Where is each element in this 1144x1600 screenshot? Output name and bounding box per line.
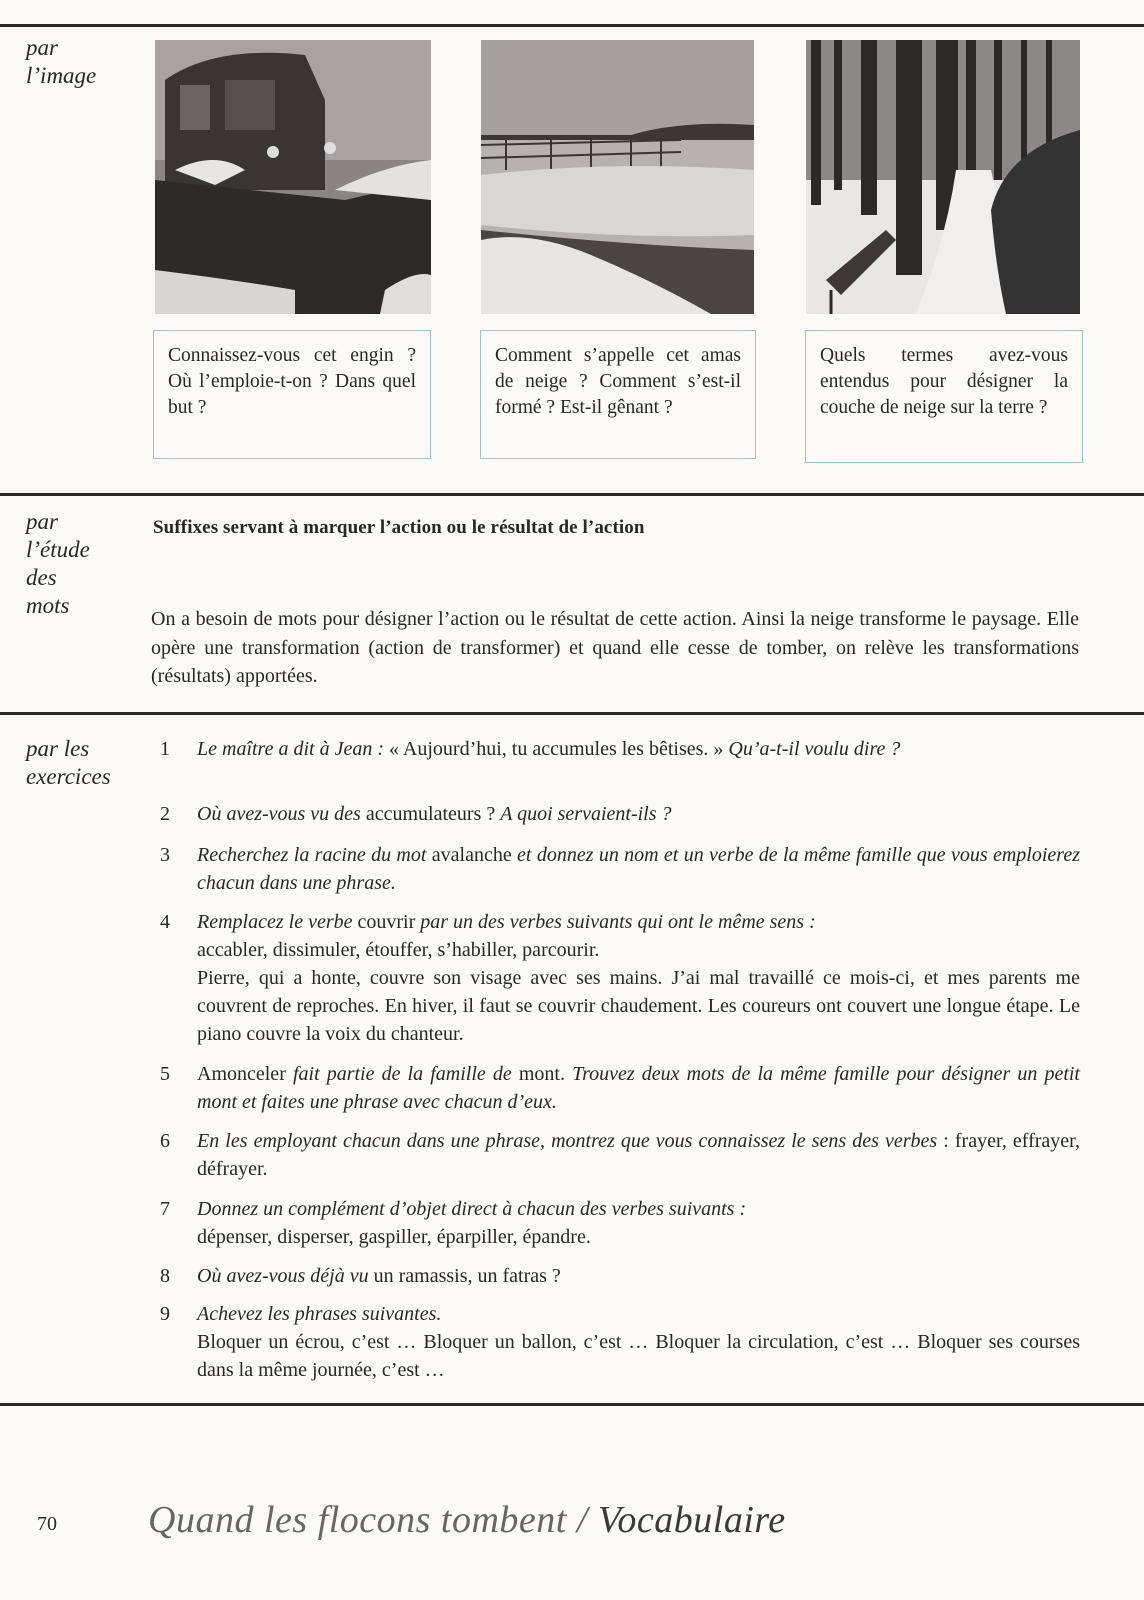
label-line: par	[26, 509, 58, 534]
exercise-text	[197, 1060, 1080, 1116]
exercise-text	[197, 1300, 1080, 1384]
chapter-title-main: Quand les flocons tombent /	[148, 1499, 598, 1541]
exercise-text	[197, 1195, 1080, 1251]
label-line: des	[26, 565, 57, 590]
label-line: par	[26, 35, 58, 60]
instruction-text: Trouvez deux mots de la même famille pour désigner un petit mont et faites une phrase avec chacun d’eux.	[197, 1063, 1080, 1113]
exercise-number: 7	[160, 1198, 170, 1220]
question-text: Comment s’appelle cet amas de neige ? Comment s’est-il formé ? Est-il gênant ?	[495, 345, 741, 418]
exercise-item	[160, 1262, 1080, 1290]
exercise-number: 6	[160, 1130, 170, 1152]
label-line: mots	[26, 593, 70, 618]
snowdrift-photo	[481, 40, 754, 314]
chapter-title	[148, 1498, 786, 1542]
exercise-number: 9	[160, 1303, 170, 1325]
instruction-text: En les employant chacun dans une phrase, montrez que vous connaissez le sens des verbes	[197, 1130, 944, 1152]
instruction-text: Remplacez le verbe	[197, 911, 358, 933]
section-rule-1	[0, 493, 1144, 496]
section-label-words	[26, 508, 90, 620]
exercise-item	[160, 1060, 1080, 1116]
example-text: avalanche	[431, 844, 518, 866]
exercise-text	[197, 735, 1080, 763]
exercise-text	[197, 841, 1080, 897]
instruction-text: Donnez un complément d’objet direct à chacun des verbes suivants :	[197, 1198, 747, 1220]
instruction-text: Le maître a dit à Jean :	[197, 738, 390, 760]
exercise-text	[197, 908, 1080, 1048]
exercise-item	[160, 735, 1080, 763]
exercise-item	[160, 1195, 1080, 1251]
example-text: couvrir	[357, 911, 421, 933]
top-rule	[0, 24, 1144, 27]
exercise-line: dépenser, disperser, gaspiller, éparpiller, épandre.	[197, 1226, 591, 1248]
instruction-text: Recherchez la racine du mot	[197, 844, 432, 866]
exercise-line: accabler, dissimuler, étouffer, s’habiller, parcourir.	[197, 939, 600, 961]
instruction-text: fait partie de la famille de	[292, 1063, 519, 1085]
section-rule-3	[0, 1403, 1144, 1406]
label-line: l’étude	[26, 537, 90, 562]
section-label-exercises	[26, 735, 111, 791]
instruction-text: Qu’a-t-il voulu dire ?	[728, 738, 901, 760]
exercise-item	[160, 1300, 1080, 1384]
explanation-paragraph: On a besoin de mots pour désigner l’action ou le résultat de cette action. Ainsi la neige transforme le paysage. Elle opère une transformation (action de transformer) et quand elle cesse de tomber, on relève les transformations (résultats) apportées.	[151, 608, 1079, 687]
section-rule-2	[0, 712, 1144, 715]
question-box-1	[153, 330, 431, 459]
example-text: accumulateurs ?	[365, 803, 501, 825]
label-line: l’image	[26, 63, 97, 88]
section-heading: Suffixes servant à marquer l’action ou le résultat de l’action	[153, 517, 645, 538]
instruction-text: A quoi servaient-ils ?	[500, 803, 672, 825]
label-line: par les	[26, 736, 90, 761]
example-text: un ramassis, un fatras ?	[373, 1265, 561, 1287]
instruction-text: Où avez-vous vu des	[197, 803, 366, 825]
exercise-number: 4	[160, 911, 170, 933]
instruction-text: Où avez-vous déjà vu	[197, 1265, 374, 1287]
exercise-text	[197, 800, 1080, 828]
section-label-image	[26, 34, 96, 90]
example-text: « Aujourd’hui, tu accumules les bêtises. »	[389, 738, 729, 760]
question-text: Connaissez-vous cet engin ? Où l’emploie-t-on ? Dans quel but ?	[168, 345, 416, 418]
question-text: Quels termes avez-vous entendus pour désigner la couche de neige sur la terre ?	[820, 345, 1068, 418]
example-text: Amonceler	[197, 1063, 293, 1085]
question-box-2	[480, 330, 756, 459]
snowplow-photo	[155, 40, 431, 314]
exercise-item	[160, 1127, 1080, 1183]
chapter-subtitle: Vocabulaire	[597, 1499, 786, 1541]
instruction-text: Achevez les phrases suivantes.	[197, 1303, 442, 1325]
instruction-text: et donnez un nom et un verbe de la même famille que vous emploierez chacun dans une phrase.	[197, 844, 1080, 894]
exercise-number: 2	[160, 803, 170, 825]
example-text: mont.	[518, 1063, 573, 1085]
snowy-avenue-photo	[806, 40, 1080, 314]
label-line: exercices	[26, 764, 111, 789]
exercise-line: Bloquer un écrou, c’est … Bloquer un ballon, c’est … Bloquer la circulation, c’est … Bloquer ses courses dans la même journée, c’est …	[197, 1331, 1080, 1381]
exercise-number: 8	[160, 1265, 170, 1287]
exercise-text	[197, 1262, 1080, 1290]
exercise-number: 1	[160, 738, 170, 760]
exercise-number: 5	[160, 1063, 170, 1085]
exercise-item	[160, 800, 1080, 828]
instruction-text: par un des verbes suivants qui ont le même sens :	[420, 911, 816, 933]
page-number: 70	[37, 1513, 57, 1535]
exercise-item	[160, 841, 1080, 897]
exercise-text	[197, 1127, 1080, 1183]
example-text: : frayer, effrayer, défrayer.	[197, 1130, 1081, 1180]
question-box-3	[805, 330, 1083, 463]
exercise-line: Pierre, qui a honte, couvre son visage avec ses mains. J’ai mal travaillé ce mois-ci, et mes parents me couvrent de reproches. En hiver, il faut se couvrir chaudement. Les coureurs ont couvert une longue étape. Le piano couvre la voix du chanteur.	[197, 967, 1080, 1045]
exercise-number: 3	[160, 844, 170, 866]
exercise-item	[160, 908, 1080, 1048]
